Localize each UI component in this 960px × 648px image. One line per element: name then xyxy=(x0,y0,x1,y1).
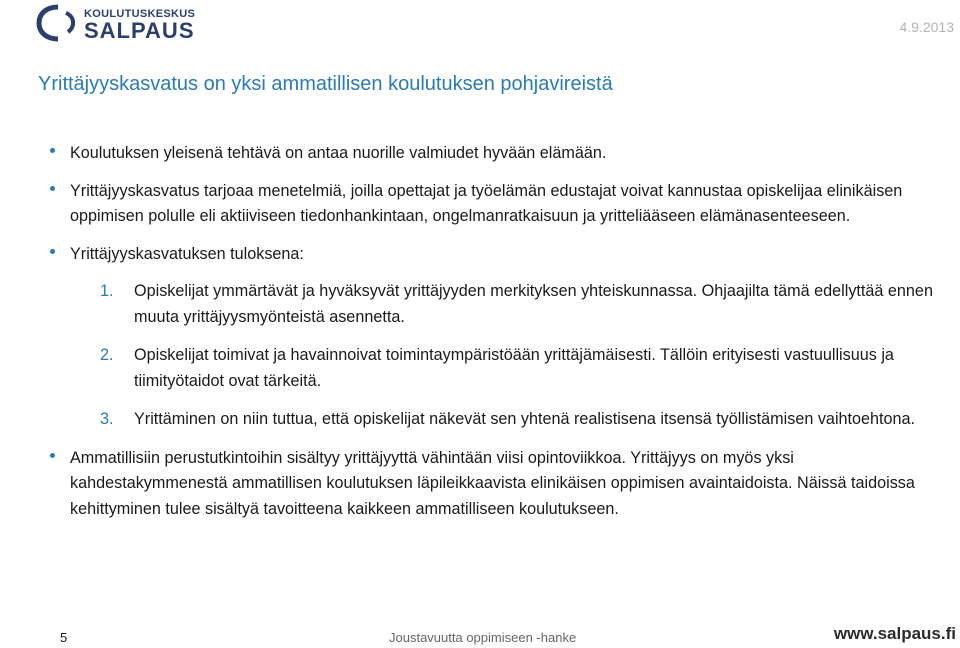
numbered-item xyxy=(100,343,945,394)
salpaus-logo xyxy=(36,4,206,44)
logo-subtitle: KOULUTUSKESKUS xyxy=(84,8,196,20)
numbered-item xyxy=(100,279,945,330)
slide-title: Yrittäjyyskasvatus on yksi ammatillisen koulutuksen pohjavireistä xyxy=(38,73,613,95)
item-number: 2. xyxy=(100,346,114,364)
item-text: Opiskelijat toimivat ja havainnoivat toimintaympäristöään yrittäjämäisesti. Tällöin erityisesti vastuullisuus ja tiimityötaidot ovat tärkeitä. xyxy=(134,346,894,390)
item-number: 3. xyxy=(100,410,114,428)
page-number: 5 xyxy=(60,630,68,645)
bullet-text: Yrittäjyyskasvatuksen tuloksena: xyxy=(70,244,304,263)
bullet-dot-icon xyxy=(50,453,55,458)
slide-date: 4.9.2013 xyxy=(899,19,954,35)
item-text: Yrittäminen on niin tuttua, että opiskelijat näkevät sen yhtenä realistisena itsensä työllistämisen vaihtoehtona. xyxy=(134,410,916,428)
footer-project: Joustavuutta oppimiseen -hanke xyxy=(389,630,577,645)
bullet-dot-icon xyxy=(50,186,55,191)
bullet-dot-icon xyxy=(50,249,55,254)
bullet-text: Yrittäjyyskasvatus tarjoaa menetelmiä, joilla opettajat ja työelämän edustajat voivat kannustaa opiskelijaa elinikäisen oppimisen polulle eli aktiiviseen tiedonhankintaan, ongelmanratkaisuun ja yritteliääseen elämänasenteeseen. xyxy=(70,181,903,225)
slide-content xyxy=(50,141,945,522)
logo-title: SALPAUS xyxy=(84,18,195,43)
footer-url[interactable]: www.salpaus.fi xyxy=(833,624,956,643)
bullet-dot-icon xyxy=(50,148,55,153)
bullet-item xyxy=(50,242,945,268)
bullet-item xyxy=(50,179,945,230)
item-number: 1. xyxy=(100,282,114,300)
numbered-list xyxy=(100,279,945,433)
salpaus-swirl-icon xyxy=(36,4,80,42)
bullet-text: Ammatillisiin perustutkintoihin sisältyy yrittäjyyttä vähintään viisi opintoviikkoa. Yrittäjyys on myös yksi kahdestakymmenestä ammatillisen koulutuksen läpileikkaavista elinikäisen oppimisen avaintaidoista. Näissä taidoissa kehittyminen tulee sisältyä tavoitteena kaikkeen ammatilliseen koulutukseen. xyxy=(70,448,915,518)
numbered-item xyxy=(100,407,945,433)
item-text: Opiskelijat ymmärtävät ja hyväksyvät yrittäjyyden merkityksen yhteiskunnassa. Ohjaajilta tämä edellyttää ennen muuta yrittäjyysmyönteistä asennetta. xyxy=(134,282,933,326)
bullet-text: Koulutuksen yleisenä tehtävä on antaa nuorille valmiudet hyvään elämään. xyxy=(70,144,607,162)
bullet-item xyxy=(50,141,945,167)
bullet-item xyxy=(50,446,945,523)
